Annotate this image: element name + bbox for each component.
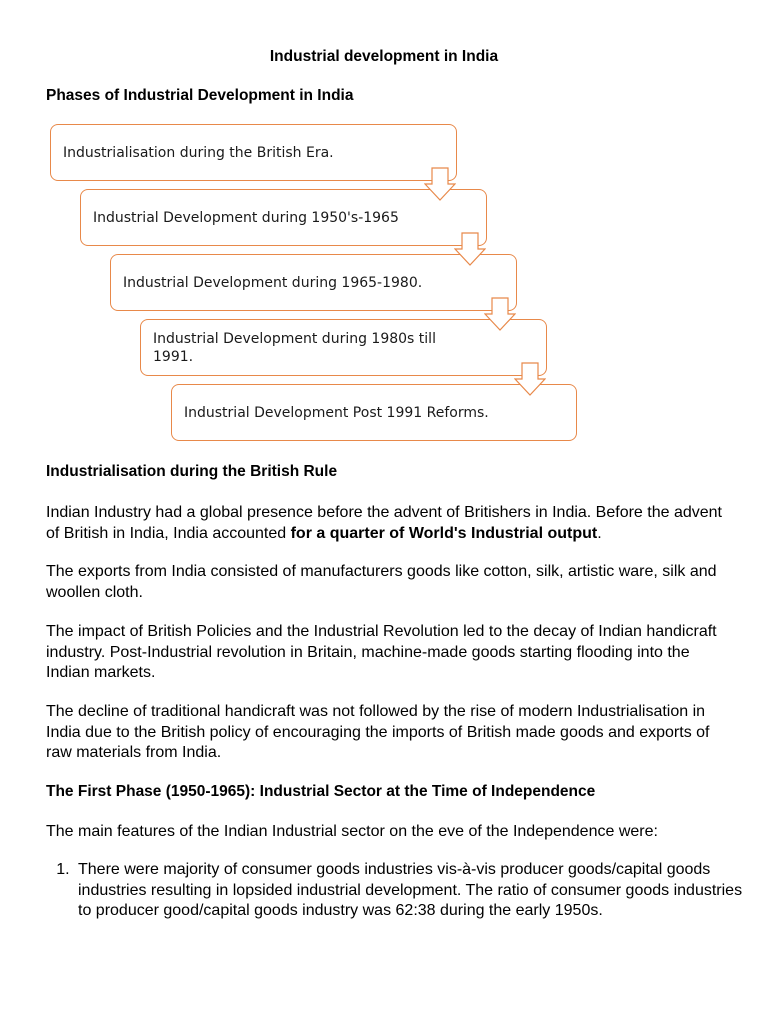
flow-step-2-label: Industrial Development during 1950's-1965 [93, 209, 399, 226]
paragraph-text-end: . [597, 524, 602, 542]
flow-step-1-label: Industrialisation during the British Era. [63, 144, 334, 161]
flow-step-3-label: Industrial Development during 1965-1980. [123, 274, 423, 291]
list-item: 1. There were majority of consumer goods industries vis-à-vis producer goods/capital goods industries resulting in lopsided industrial development. The ratio of consumer goods industries to producer good/capital goods industry was 62:38 during the early 1950s. [74, 860, 754, 922]
flow-arrow-down-icon [454, 232, 486, 266]
flow-step-1 [50, 124, 457, 181]
paragraph-bold-text: for a quarter of World's Industrial output [290, 524, 598, 542]
document-title: Industrial development in India [269, 48, 499, 65]
british-rule-paragraph-2: The exports from India consisted of manufacturers goods like cotton, silk, artistic ware, silk and woollen cloth. [46, 563, 717, 601]
flow-step-4-label: Industrial Development during 1980s till 1991. [153, 330, 436, 365]
paragraph-text: Indian Industry had a global presence before the advent of Britishers in India. Before the advent of British in India, India accounted [46, 504, 722, 542]
british-rule-paragraph-1 [46, 503, 726, 544]
first-phase-heading: The First Phase (1950-1965): Industrial Sector at the Time of Independence [46, 783, 596, 800]
british-rule-heading: Industrialisation during the British Rule [46, 463, 338, 480]
flow-step-5-label: Industrial Development Post 1991 Reforms. [184, 404, 489, 421]
phases-heading: Phases of Industrial Development in India [46, 87, 354, 104]
british-rule-paragraph-4: The decline of traditional handicraft was not followed by the rise of modern Industrialisation in India due to the British policy of encouraging the imports of British made goods and exports of raw materials from India. [46, 703, 710, 761]
first-phase-intro: The main features of the Indian Industrial sector on the eve of the Independence were: [46, 823, 658, 840]
british-rule-paragraph-3: The impact of British Policies and the Industrial Revolution led to the decay of Indian handicraft industry. Post-Industrial revolution in Britain, machine-made goods starting flooding into the Indian markets. [46, 623, 717, 681]
first-phase-feature-list [46, 860, 754, 922]
phases-flowchart [0, 0, 768, 450]
flow-arrow-down-icon [514, 362, 546, 396]
flow-arrow-down-icon [424, 167, 456, 201]
flow-arrow-down-icon [484, 297, 516, 331]
